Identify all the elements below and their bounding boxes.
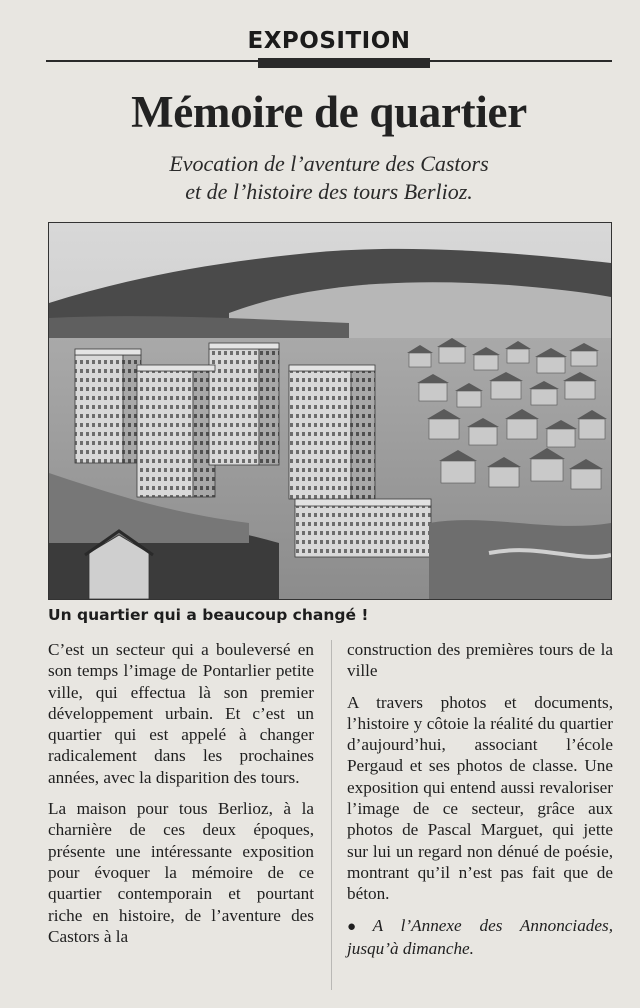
article-column-left bbox=[48, 639, 314, 957]
column-divider bbox=[331, 640, 332, 990]
paragraph: A travers photos et documents, l’histoire y côtoie la réalité du quartier d’aujourd’hui, associant l’école Pergaud et ses photos de classe. Une exposition qui entend aussi revaloriser l’image de ce secteur, grâce aux photos de Pascal Marguet, qui jette sur lui un regard non dénué de poésie, montrant qu’il n’est pas fait que de béton. bbox=[347, 692, 613, 904]
subhead-line-1: Evocation de l’aventure des Castors bbox=[169, 151, 489, 176]
subhead-line-2: et de l’histoire des tours Berlioz. bbox=[185, 179, 473, 204]
rubric-label: EXPOSITION bbox=[243, 28, 414, 54]
practical-info bbox=[347, 915, 613, 960]
paragraph: La maison pour tous Berlioz, à la charnière de ces deux époques, présente une intéressante exposition pour évoquer la mémoire de ce quartier contemporain et pourtant riche en histoire, de l’aventure des Castors à la bbox=[48, 799, 314, 946]
photo-caption: Un quartier qui a beaucoup changé ! bbox=[48, 606, 369, 624]
article-headline: Mémoire de quartier bbox=[131, 87, 527, 137]
rubric-underbar bbox=[258, 58, 430, 68]
article-column-right bbox=[347, 639, 613, 969]
bullet-icon: ● bbox=[347, 918, 370, 935]
article-subhead bbox=[46, 150, 612, 206]
paragraph: C’est un secteur qui a bouleversé en son temps l’image de Pontarlier petite ville, qui effectua là son premier développement urbain. Et c’est un quartier qui est appelé à changer radicalement dans les prochaines années, avec la disparition des tours. bbox=[48, 640, 314, 787]
practical-info-text: A l’Annexe des Annonciades, jusqu’à dimanche. bbox=[347, 915, 613, 958]
article-photo bbox=[48, 222, 612, 600]
photo-housing-towers bbox=[49, 223, 611, 599]
paragraph: construction des premières tours de la ville bbox=[347, 640, 613, 681]
